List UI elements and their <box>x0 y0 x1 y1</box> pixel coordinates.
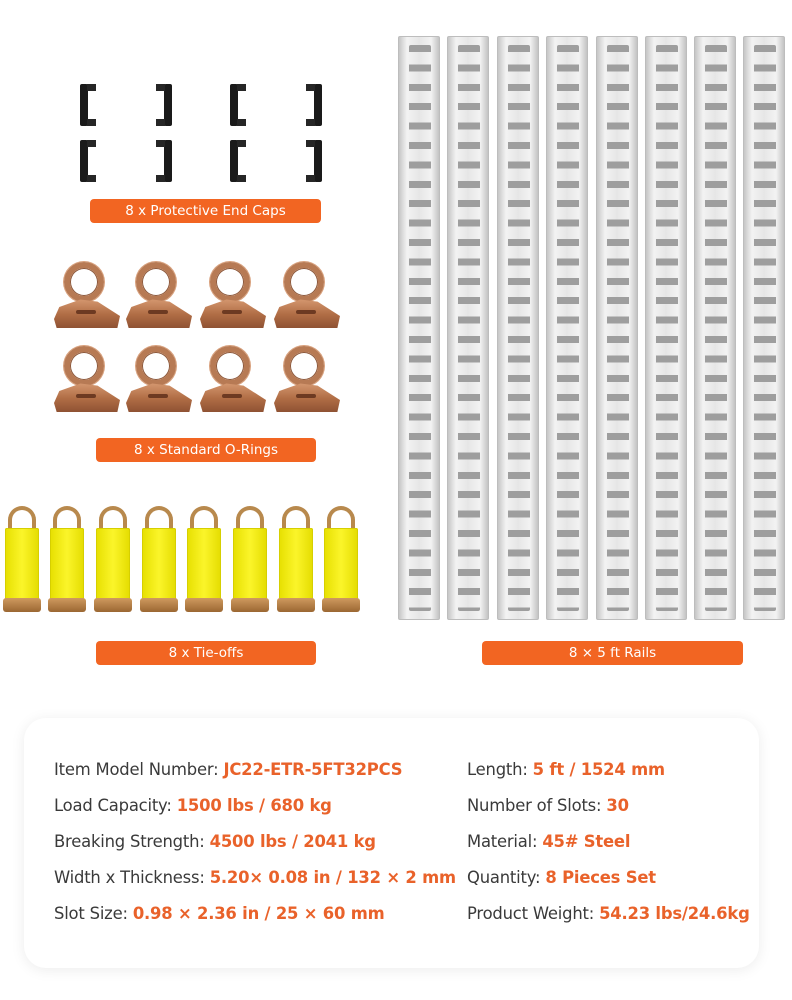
e-track-rail <box>447 36 489 620</box>
spec-quantity: Quantity: 8 Pieces Set <box>467 868 656 887</box>
rails-label: 8 × 5 ft Rails <box>482 641 743 665</box>
spec-breaking-strength: Breaking Strength: 4500 lbs / 2041 kg <box>54 832 376 851</box>
e-track-rail <box>546 36 588 620</box>
end-caps-label: 8 x Protective End Caps <box>90 199 321 223</box>
spec-width-thickness: Width x Thickness: 5.20× 0.08 in / 132 × 2 mm <box>54 868 456 887</box>
e-track-rail <box>694 36 736 620</box>
e-track-rail <box>497 36 539 620</box>
spec-load-capacity: Load Capacity: 1500 lbs / 680 kg <box>54 796 332 815</box>
tie-offs-label: 8 x Tie-offs <box>96 641 316 665</box>
spec-number-of-slots: Number of Slots: 30 <box>467 796 629 815</box>
e-track-rail <box>645 36 687 620</box>
spec-length: Length: 5 ft / 1524 mm <box>467 760 665 779</box>
spec-model-number: Item Model Number: JC22-ETR-5FT32PCS <box>54 760 403 779</box>
spec-card <box>24 718 759 968</box>
spec-slot-size: Slot Size: 0.98 × 2.36 in / 25 × 60 mm <box>54 904 385 923</box>
o-rings-label: 8 x Standard O-Rings <box>96 438 316 462</box>
spec-product-weight: Product Weight: 54.23 lbs/24.6kg <box>467 904 750 923</box>
e-track-rail <box>398 36 440 620</box>
e-track-rail <box>743 36 785 620</box>
spec-material: Material: 45# Steel <box>467 832 631 851</box>
e-track-rail <box>596 36 638 620</box>
